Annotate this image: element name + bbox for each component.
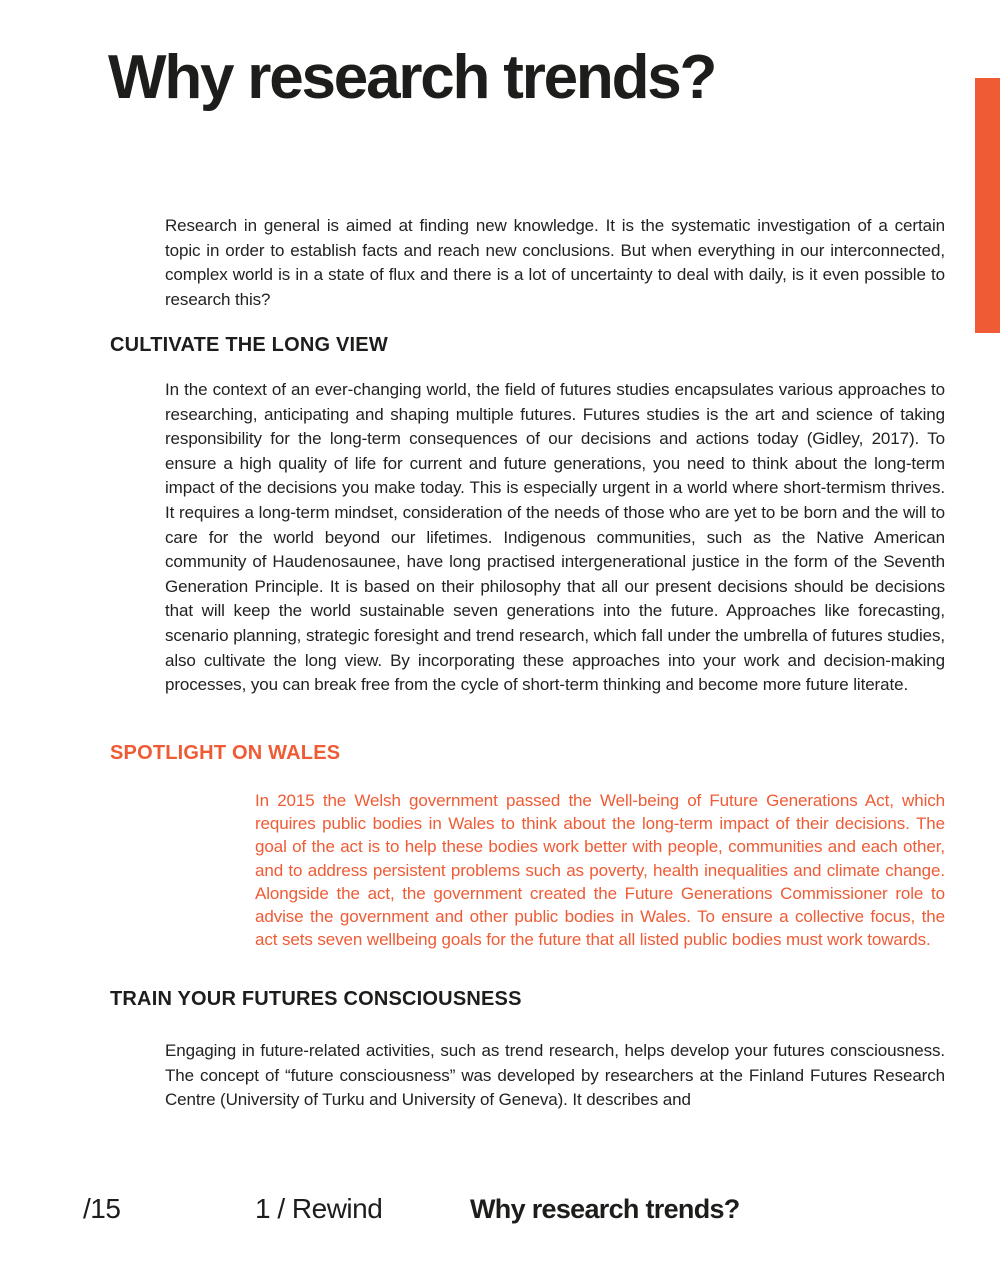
intro-paragraph: Research in general is aimed at finding new knowledge. It is the systematic investigation of a certain topic in order to establish facts and reach new conclusions. But when everything in our interconnected, complex world is in a state of flux and there is a lot of uncertainty to deal with daily, is it even possible to research this? <box>165 216 945 309</box>
page-footer <box>0 1193 1000 1233</box>
page-number: /15 <box>83 1193 121 1224</box>
accent-sidebar-rectangle <box>975 78 1000 333</box>
section-heading-train-your-futures-consciousness: TRAIN YOUR FUTURES CONSCIOUSNESS <box>110 988 522 1010</box>
chapter-label: 1 / Rewind <box>255 1193 383 1224</box>
section-heading-spotlight-on-wales: SPOTLIGHT ON WALES <box>110 742 341 764</box>
section-heading-cultivate-the-long-view: CULTIVATE THE LONG VIEW <box>110 334 388 356</box>
running-title: Why research trends? <box>470 1194 740 1224</box>
page-title: Why research trends? <box>108 43 716 112</box>
section-body-spotlight-on-wales: In 2015 the Welsh government passed the Well-being of Future Generations Act, which requires public bodies in Wales to think about the long-term impact of their decisions. The goal of the act is to help these bodies work better with people, communities and each other, and to address persistent problems such as poverty, health inequalities and climate change. Alongside the act, the government created the Future Generations Commissioner role to advise the government and other public bodies in Wales. To ensure a collective focus, the act sets seven wellbeing goals for the future that all listed public bodies must work towards. <box>255 791 945 950</box>
section-body-train-your-futures-consciousness: Engaging in future-related activities, such as trend research, helps develop your futures consciousness. The concept of “future consciousness” was developed by researchers at the Finland Futures Research Centre (University of Turku and University of Geneva). It describes and <box>165 1041 945 1110</box>
section-body-cultivate-the-long-view: In the context of an ever-changing world, the field of futures studies encapsulates various approaches to researching, anticipating and shaping multiple futures. Futures studies is the art and science of taking responsibility for the long-term consequences of our decisions and actions today (Gidley, 2017). To ensure a high quality of life for current and future generations, you need to think about the long-term impact of the decisions you make today. This is especially urgent in a world where short-termism thrives. It requires a long-term mindset, consideration of the needs of those who are yet to be born and the will to care for the world beyond our lifetimes. Indigenous communities, such as the Native American community of Haudenosaunee, have long practised intergenerational justice in the form of the Seventh Generation Principle. It is based on their philosophy that all our present decisions should be decisions that will keep the world sustainable seven generations into the future. Approaches like forecasting, scenario planning, strategic foresight and trend research, which fall under the umbrella of futures studies, also cultivate the long view. By incorporating these approaches into your work and decision-making processes, you can break free from the cycle of short-term thinking and become more future literate. <box>165 380 945 695</box>
